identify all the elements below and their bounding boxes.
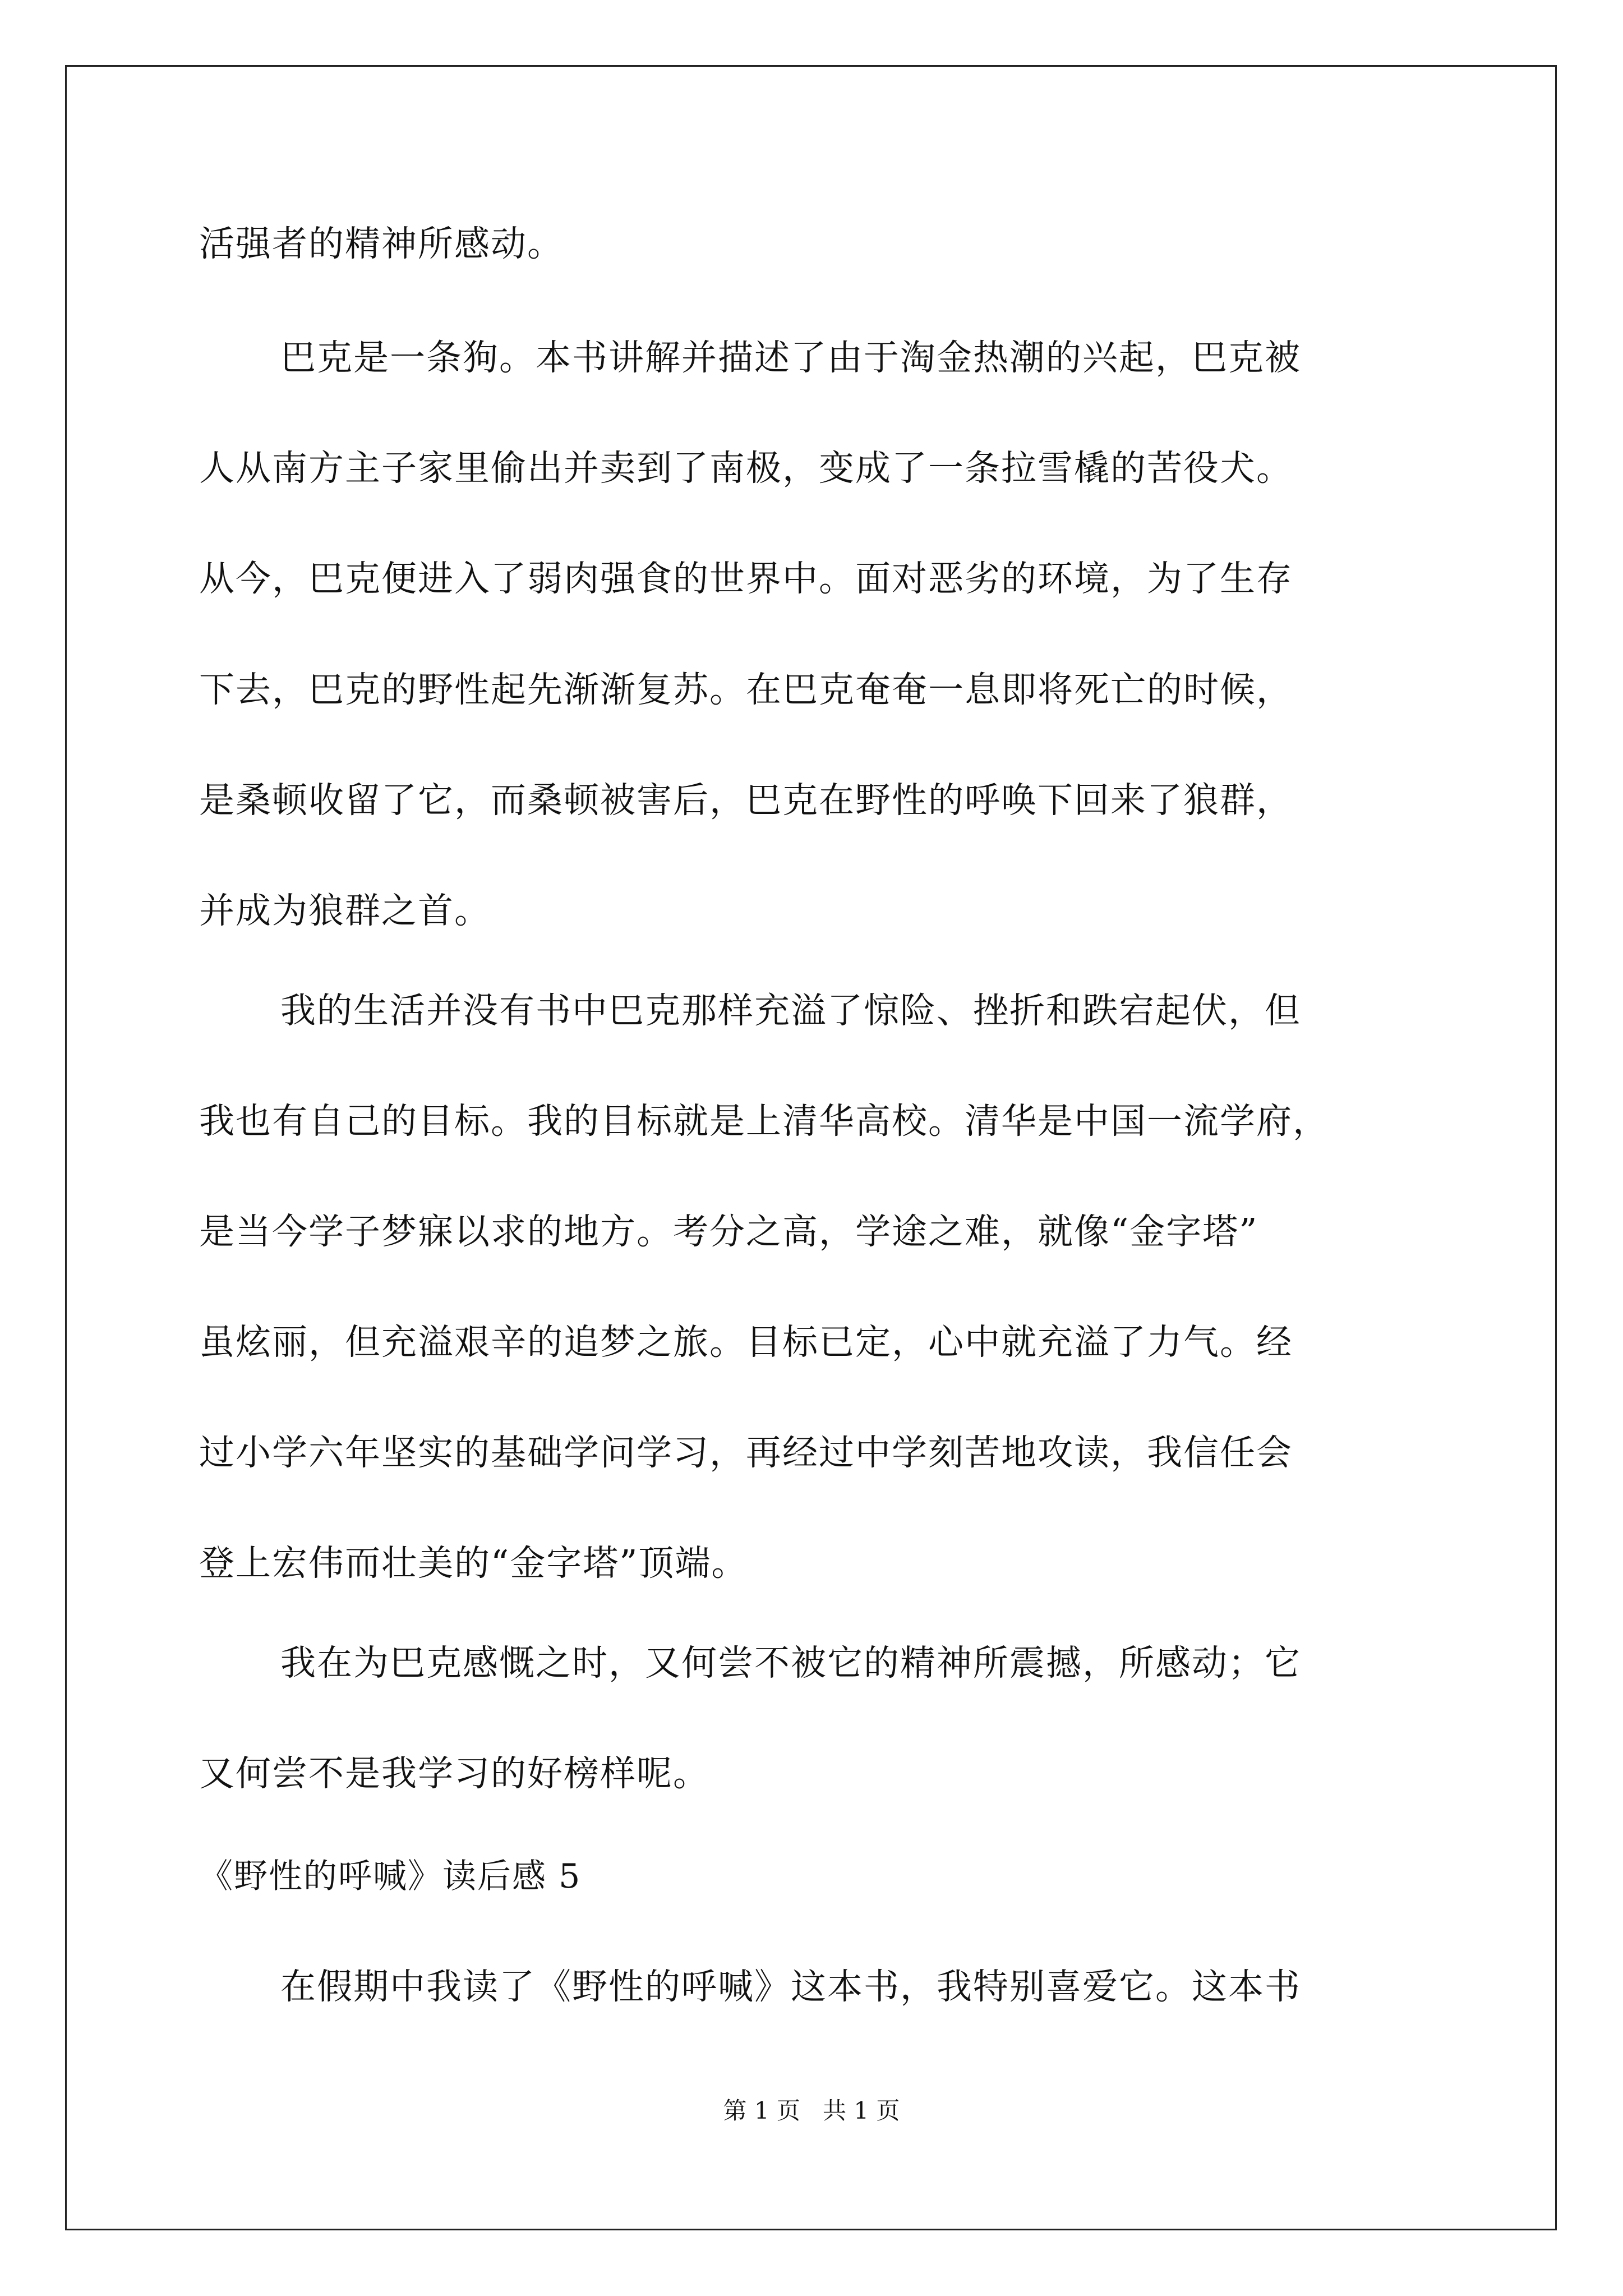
text-line: 活强者的精神所感动。 — [199, 223, 564, 264]
paragraph-first-line: 在假期中我读了《野性的呼喊》这本书，我特别喜爱它。这本书 — [280, 1966, 1301, 2007]
paragraph-first-line: 我在为巴克感慨之时，又何尝不被它的精神所震撼，所感动；它 — [280, 1642, 1301, 1683]
text-line: 人从南方主子家里偷出并卖到了南极，变成了一条拉雪橇的苦役犬。 — [199, 448, 1293, 489]
text-line: 从今，巴克便进入了弱肉强食的世界中。面对恶劣的环境，为了生存 — [199, 558, 1293, 599]
text-line: 又何尝不是我学习的好榜样呢。 — [199, 1753, 709, 1794]
text-line: 登上宏伟而壮美的“金字塔”顶端。 — [199, 1543, 748, 1584]
text-line: 是当今学子梦寐以求的地方。考分之高，学途之难，就像“金字塔” — [199, 1211, 1258, 1252]
text-line: 我也有自己的目标。我的目标就是上清华高校。清华是中国一流学府， — [199, 1101, 1329, 1142]
text-line: 过小学六年坚实的基础学问学习，再经过中学刻苦地攻读，我信任会 — [199, 1432, 1293, 1473]
paragraph-first-line: 巴克是一条狗。本书讲解并描述了由于淘金热潮的兴起，巴克被 — [280, 337, 1301, 378]
text-line: 下去，巴克的野性起先渐渐复苏。在巴克奄奄一息即将死亡的时候， — [199, 669, 1293, 710]
text-line: 并成为狼群之首。 — [199, 890, 491, 931]
page-number-footer: 第 1 页 共 1 页 — [723, 2097, 900, 2124]
paragraph-first-line: 我的生活并没有书中巴克那样充溢了惊险、挫折和跌宕起伏，但 — [280, 990, 1301, 1031]
page-border — [65, 65, 1557, 2230]
section-heading: 《野性的呼喊》读后感 5 — [199, 1857, 582, 1896]
text-line: 是桑顿收留了它，而桑顿被害后，巴克在野性的呼唤下回来了狼群， — [199, 780, 1293, 821]
text-line: 虽炫丽，但充溢艰辛的追梦之旅。目标已定，心中就充溢了力气。经 — [199, 1322, 1293, 1363]
